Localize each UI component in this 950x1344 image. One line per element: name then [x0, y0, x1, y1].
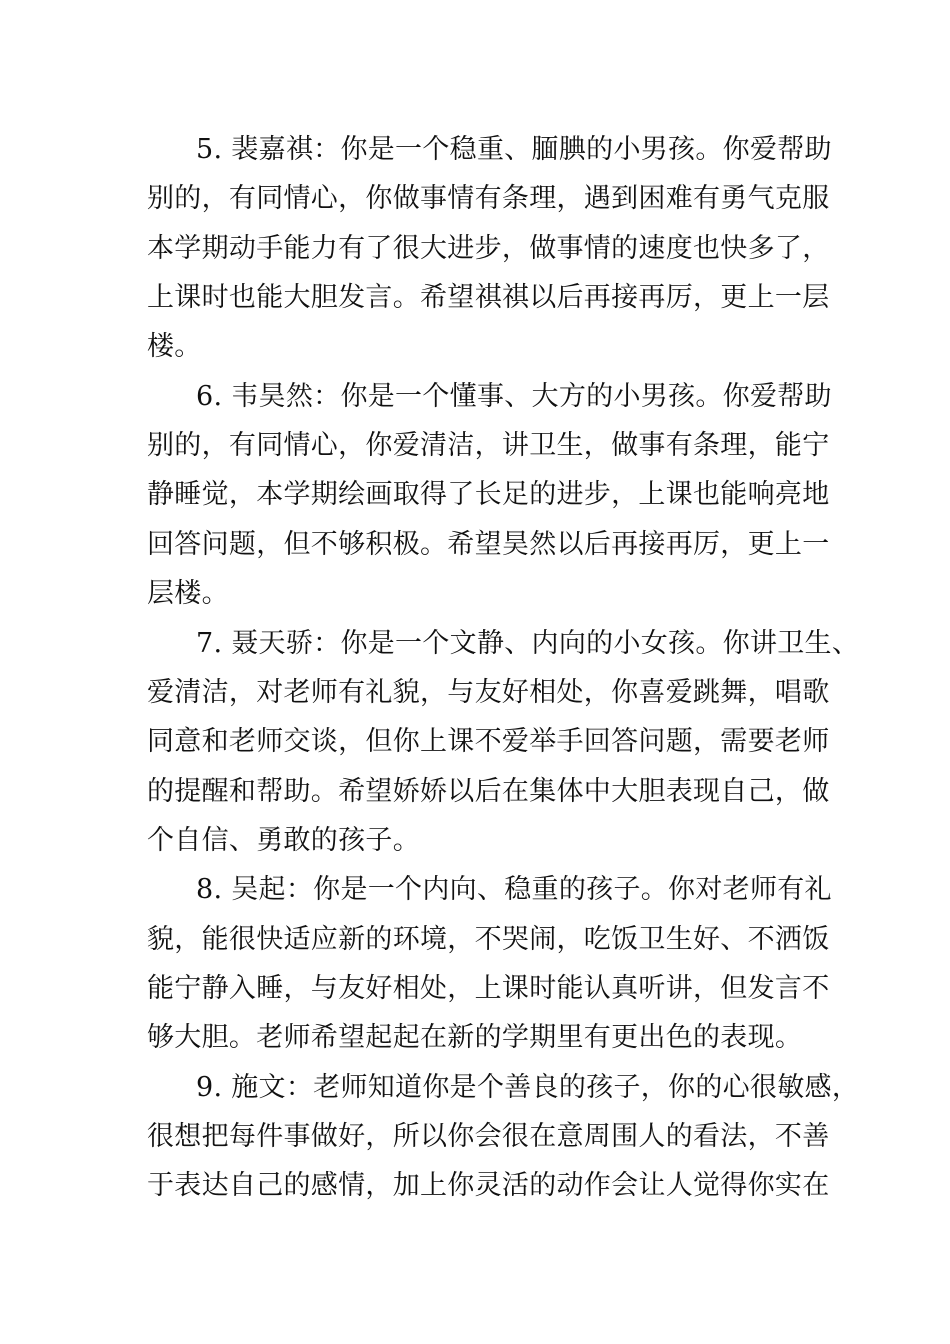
paragraph-6-line-2: 别的，有同情心，你爱清洁，讲卫生，做事有条理，能宁	[147, 430, 830, 461]
paragraph-9-line-2: 很想把每件事做好，所以你会很在意周围人的看法，不善	[147, 1121, 830, 1152]
paragraph-9-line-3: 于表达自己的感情，加上你灵活的动作会让人觉得你实在	[147, 1170, 830, 1201]
paragraph-6-line-3: 静睡觉，本学期绘画取得了长足的进步，上课也能响亮地	[147, 479, 830, 510]
paragraph-7-line-1: 7. 聂天骄：你是一个文静、内向的小女孩。你讲卫生、	[196, 628, 860, 659]
paragraph-5-line-3: 本学期动手能力有了很大进步，做事情的速度也快多了，	[147, 233, 830, 264]
paragraph-5-line-1: 5. 裴嘉祺：你是一个稳重、腼腆的小男孩。你爱帮助	[196, 134, 832, 165]
paragraph-6-line-4: 回答问题，但不够积极。希望昊然以后再接再厉，更上一	[147, 529, 830, 560]
paragraph-7-line-2: 爱清洁，对老师有礼貌，与友好相处，你喜爱跳舞，唱歌	[147, 677, 830, 708]
paragraph-9-line-1: 9. 施文：老师知道你是个善良的孩子，你的心很敏感，	[196, 1072, 860, 1103]
paragraph-8-line-4: 够大胆。老师希望起起在新的学期里有更出色的表现。	[147, 1022, 803, 1053]
paragraph-8-line-2: 貌，能很快适应新的环境，不哭闹，吃饭卫生好、不洒饭	[147, 924, 830, 955]
paragraph-5-line-5: 楼。	[147, 331, 202, 362]
paragraph-8-line-3: 能宁静入睡，与友好相处，上课时能认真听讲，但发言不	[147, 973, 830, 1004]
paragraph-7-line-3: 同意和老师交谈，但你上课不爱举手回答问题，需要老师	[147, 726, 830, 757]
paragraph-5-line-2: 别的，有同情心，你做事情有条理，遇到困难有勇气克服	[147, 183, 830, 214]
paragraph-7-line-4: 的提醒和帮助。希望娇娇以后在集体中大胆表现自己，做	[147, 776, 830, 807]
paragraph-7-line-5: 个自信、勇敢的孩子。	[147, 825, 420, 856]
paragraph-5-line-4: 上课时也能大胆发言。希望祺祺以后再接再厉，更上一层	[147, 282, 830, 313]
paragraph-8-line-1: 8. 吴起：你是一个内向、稳重的孩子。你对老师有礼	[196, 874, 832, 905]
paragraph-6-line-5: 层楼。	[147, 578, 229, 609]
paragraph-6-line-1: 6. 韦昊然：你是一个懂事、大方的小男孩。你爱帮助	[196, 381, 832, 412]
